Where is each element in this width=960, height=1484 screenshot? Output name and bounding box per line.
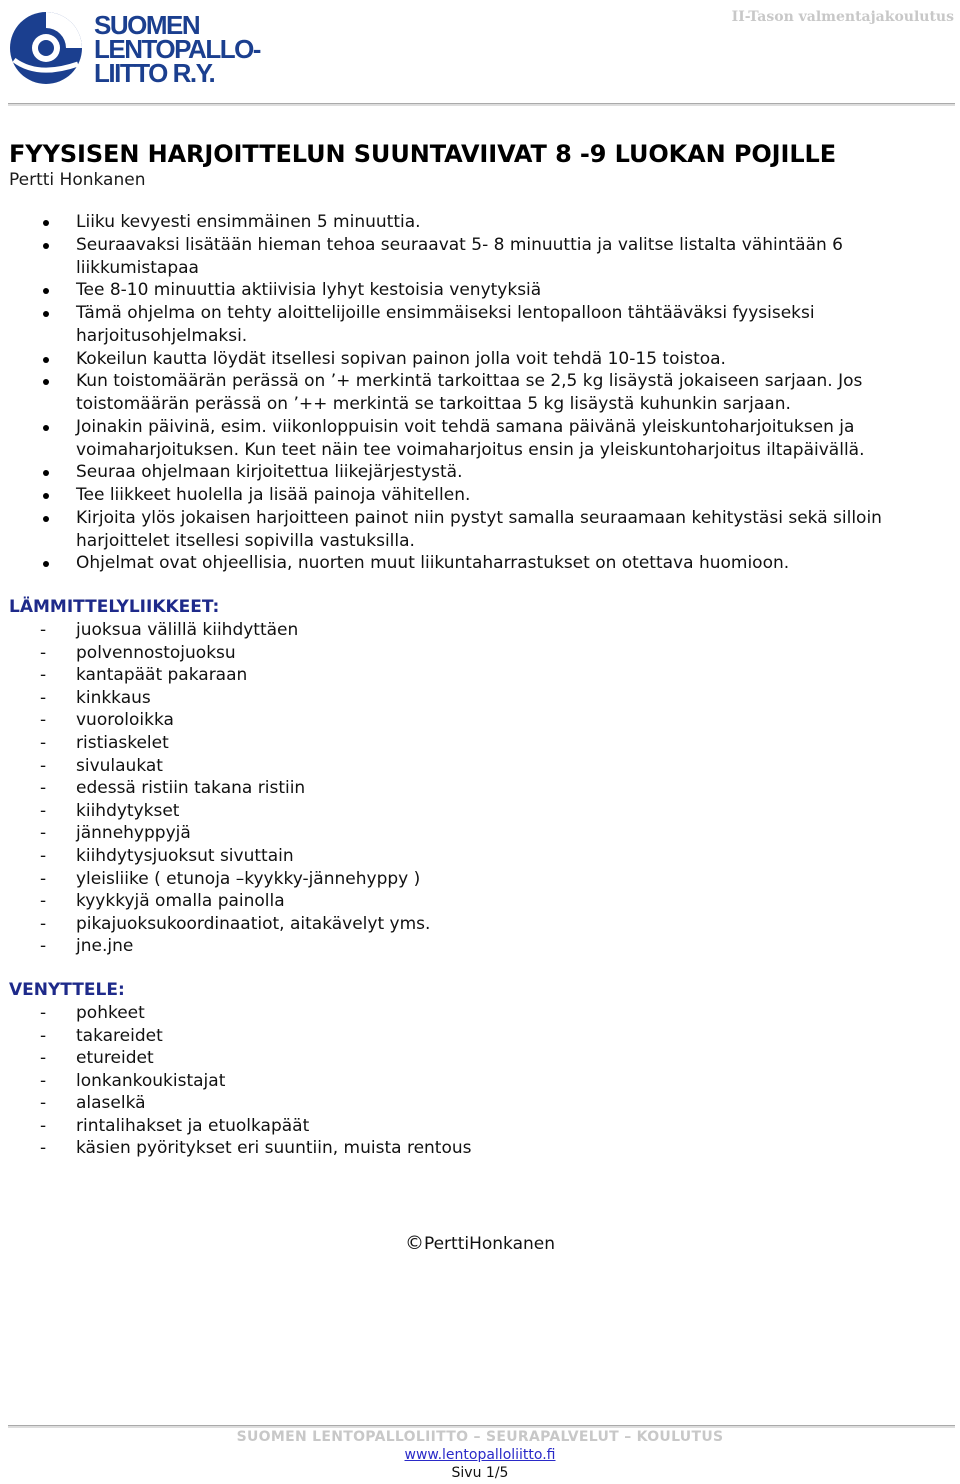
list-item: - pohkeet (9, 1002, 954, 1025)
list-item: Liiku kevyesti ensimmäinen 5 minuuttia. (9, 211, 954, 234)
list-item: - kantapäät pakaraan (9, 664, 954, 687)
list-item: Kokeilun kautta löydät itsellesi sopivan painon jolla voit tehdä 10-15 toistoa. (9, 348, 954, 371)
list-item: - kyykkyjä omalla painolla (9, 890, 954, 913)
organization-logo (8, 8, 278, 88)
list-item: - jännehyppyjä (9, 822, 954, 845)
list-item: Seuraavaksi lisätään hieman tehoa seuraavat 5- 8 minuuttia ja valitse listalta vähintään 6 liikkumistapaa (9, 234, 954, 280)
list-item: Tämä ohjelma on tehty aloittelijoille ensimmäiseksi lentopalloon tähtääväksi fyysiseksi harjoitusohjelmaksi. (9, 302, 954, 348)
stretch-list (9, 1002, 954, 1160)
course-label: II-Tason valmentajakoulutus (731, 9, 954, 25)
list-item: - vuoroloikka (9, 709, 954, 732)
volleyball-logo-icon (8, 8, 92, 88)
page-footer (0, 1428, 960, 1482)
list-item: - käsien pyöritykset eri suuntiin, muista rentous (9, 1137, 954, 1160)
list-item: - alaselkä (9, 1092, 954, 1115)
logo-line: LENTOPALLO- (94, 34, 260, 64)
header-divider (8, 103, 955, 106)
list-item: - pikajuoksukoordinaatiot, aitakävelyt yms. (9, 913, 954, 936)
document-body (9, 139, 954, 1160)
list-item: Joinakin päivinä, esim. viikonloppuisin voit tehdä samana päivänä yleiskuntoharjoituksen ja voimaharjoituksen. Kun teet näin tee voimaharjoitus ensin ja yleiskuntoharjoitus iltapäivällä. (9, 416, 954, 462)
warmup-heading: LÄMMITTELYLIIKKEET: (9, 597, 220, 617)
logo-line: SUOMEN (94, 10, 200, 40)
list-item: - kiihdytysjuoksut sivuttain (9, 845, 954, 868)
warmup-list (9, 619, 954, 958)
page-number: Sivu 1/5 (451, 1465, 509, 1481)
list-item: Tee 8-10 minuuttia aktiivisia lyhyt kestoisia venytyksiä (9, 279, 954, 302)
list-item: - lonkankoukistajat (9, 1070, 954, 1093)
list-item: - juoksua välillä kiihdyttäen (9, 619, 954, 642)
copyright-name: PerttiHonkanen (423, 1234, 556, 1254)
list-item: Kun toistomäärän perässä on ’+ merkintä tarkoittaa se 2,5 kg lisäystä jokaiseen sarjaan. Jos toistomäärän perässä on ’++ merkintä se tarkoittaa 5 kg lisäystä kuhunkin sarjaan. (9, 370, 954, 416)
list-item: - ristiaskelet (9, 732, 954, 755)
list-item: - edessä ristiin takana ristiin (9, 777, 954, 800)
logo-wordmark (94, 10, 260, 88)
copyright-symbol: © (404, 1232, 424, 1254)
logo-line: LIITTO R.Y. (94, 58, 215, 88)
list-item: - kinkkaus (9, 687, 954, 710)
list-item: - jne.jne (9, 935, 954, 958)
footer-organization: SUOMEN LENTOPALLOLIITTO – SEURAPALVELUT – KOULUTUS (236, 1429, 724, 1445)
page-header (0, 0, 960, 108)
list-item: - sivulaukat (9, 755, 954, 778)
list-item: Seuraa ohjelmaan kirjoitettua liikejärjestystä. (9, 461, 954, 484)
list-item: - yleisliike ( etunoja –kyykky-jännehyppy ) (9, 868, 954, 891)
list-item: - rintalihakset ja etuolkapäät (9, 1115, 954, 1138)
instruction-list (9, 211, 954, 575)
list-item: - etureidet (9, 1047, 954, 1070)
stretch-heading: VENYTTELE: (9, 979, 125, 1000)
list-item: Kirjoita ylös jokaisen harjoitteen painot niin pystyt samalla seuraamaan kehitystäsi sekä silloin harjoittelet itsellesi sopivilla vastuksilla. (9, 507, 954, 553)
list-item: Tee liikkeet huolella ja lisää painoja vähitellen. (9, 484, 954, 507)
list-item: - polvennostojuoksu (9, 642, 954, 665)
copyright-notice (0, 1231, 960, 1256)
list-item: - takareidet (9, 1025, 954, 1048)
document-author: Pertti Honkanen (9, 170, 146, 190)
footer-website-link[interactable]: www.lentopalloliitto.fi (404, 1447, 556, 1463)
list-item: Ohjelmat ovat ohjeellisia, nuorten muut liikuntaharrastukset on otettava huomioon. (9, 552, 954, 575)
list-item: - kiihdytykset (9, 800, 954, 823)
document-title: FYYSISEN HARJOITTELUN SUUNTAVIIVAT 8 -9 LUOKAN POJILLE (9, 140, 837, 168)
